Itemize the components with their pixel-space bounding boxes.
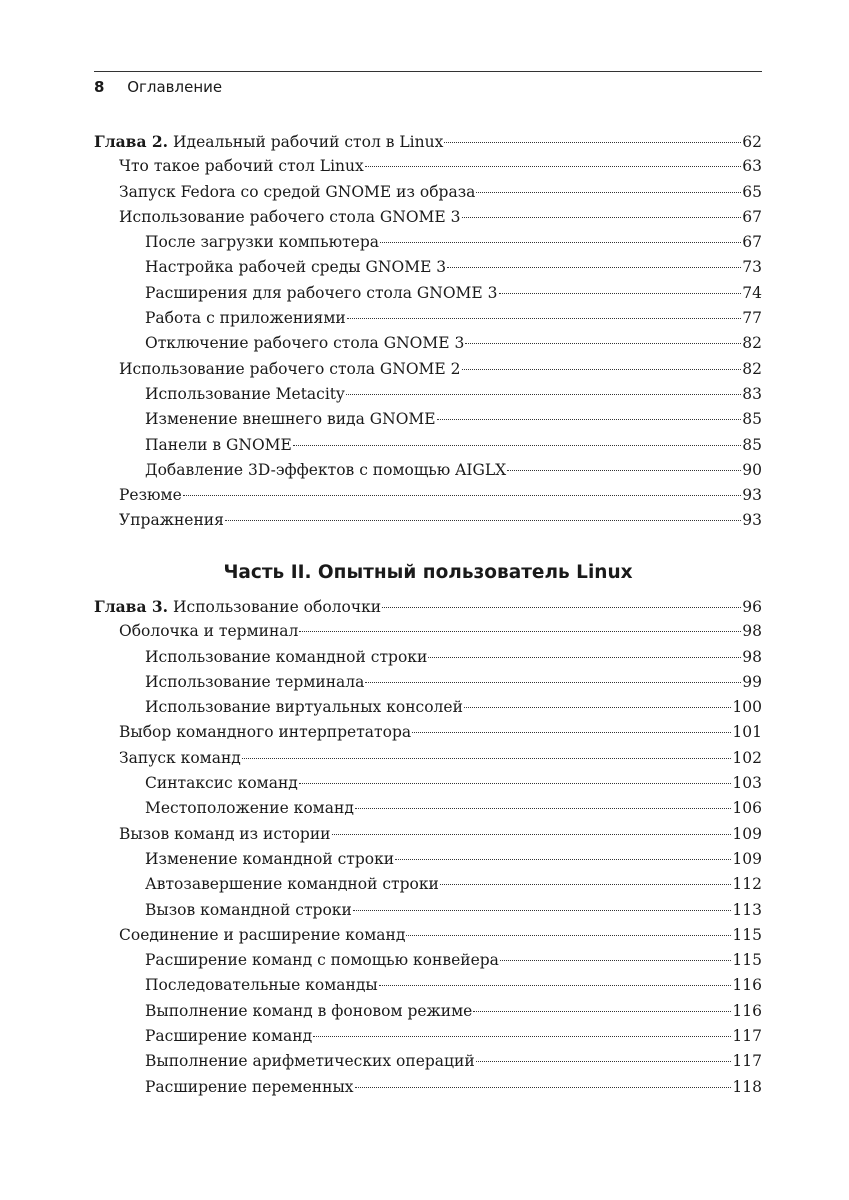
toc-entry-page: 67 [742, 233, 762, 252]
dot-leader [499, 293, 742, 294]
toc-entry[interactable] [94, 255, 762, 280]
dot-leader [507, 470, 741, 471]
toc-entry[interactable] [94, 619, 762, 644]
toc-entry-page: 73 [742, 258, 762, 277]
toc-entry-title [145, 433, 292, 458]
toc-entry[interactable] [94, 1049, 762, 1074]
dot-leader [355, 1087, 732, 1088]
toc-entry-title [119, 483, 182, 508]
toc-entry-title [94, 594, 381, 620]
toc-entry[interactable] [94, 973, 762, 998]
entry-title-text: Выполнение арифметических операций [145, 1052, 475, 1071]
header-rule [94, 71, 762, 72]
toc-entry[interactable] [94, 230, 762, 255]
entry-title-text: Местоположение команд [145, 799, 354, 818]
toc-entry[interactable] [94, 205, 762, 230]
dot-leader [355, 808, 732, 809]
dot-leader [473, 1011, 731, 1012]
toc-entry-title [145, 458, 506, 483]
toc-entry[interactable] [94, 1075, 762, 1100]
entry-title-text: Последовательные команды [145, 976, 378, 995]
toc-entry-title [145, 695, 463, 720]
toc-entry[interactable] [94, 898, 762, 923]
entry-title-text: После загрузки компьютера [145, 233, 379, 252]
toc-entry[interactable] [94, 670, 762, 695]
toc-entry-title [145, 1075, 354, 1100]
toc-entry-page: 62 [742, 133, 762, 151]
toc-entry-title [119, 357, 461, 382]
dot-leader [462, 369, 742, 370]
toc-entry[interactable] [94, 594, 762, 619]
part-heading: Часть II. Опытный пользователь Linux [223, 562, 633, 583]
toc-entry-page: 82 [742, 334, 762, 353]
toc-entry[interactable] [94, 720, 762, 745]
dot-leader [464, 707, 731, 708]
toc-entry[interactable] [94, 645, 762, 670]
toc-entry-page: 67 [742, 207, 762, 226]
toc-entry-title [145, 999, 472, 1024]
entry-title-text: Добавление 3D-эффектов с помощью AIGLX [145, 460, 507, 479]
entry-title-text: Автозавершение командной строки [145, 875, 439, 894]
toc-entry-page: 74 [742, 283, 762, 302]
toc-entry-page: 102 [732, 748, 762, 767]
toc-entry[interactable] [94, 822, 762, 847]
dot-leader [346, 394, 741, 395]
toc-entry-title [145, 331, 464, 356]
toc-entry-page: 116 [732, 976, 762, 995]
toc-entry-title [119, 154, 364, 179]
entry-title-text: Работа с приложениями [145, 309, 346, 328]
page-number: 8 [94, 78, 105, 96]
entry-title-text: Изменение командной строки [145, 849, 395, 868]
toc-entry-title [145, 796, 354, 821]
entry-title-text: Расширение команд [145, 1027, 313, 1046]
toc-entry-page: 106 [732, 799, 762, 818]
toc-entry-page: 85 [742, 410, 762, 429]
entry-title-text: Использование виртуальных консолей [145, 698, 463, 717]
dot-leader [313, 1036, 731, 1037]
toc-entry[interactable] [94, 281, 762, 306]
toc-entry[interactable] [94, 999, 762, 1024]
toc-entry[interactable] [94, 407, 762, 432]
toc-entry-page: 117 [732, 1027, 762, 1046]
toc-entry-title [119, 619, 298, 644]
toc-entry-title [145, 771, 298, 796]
dot-leader [347, 318, 742, 319]
entry-title-text: Что такое рабочий стол Linux [119, 157, 364, 176]
dot-leader [332, 834, 732, 835]
toc-entry[interactable] [94, 154, 762, 179]
entry-title-text: Использование рабочего стола GNOME 3 [119, 207, 461, 226]
toc-entry[interactable] [94, 508, 762, 533]
entry-title-text: Синтаксис команд [145, 774, 298, 793]
dot-leader [379, 985, 732, 986]
toc-entry[interactable] [94, 433, 762, 458]
dot-leader [242, 758, 732, 759]
toc-entry-title [145, 898, 352, 923]
toc-entry-page: 77 [742, 309, 762, 328]
entry-title-text: Использование оболочки [173, 598, 382, 616]
toc-entry-page: 109 [732, 824, 762, 843]
toc-entry-title [119, 822, 331, 847]
toc-entry[interactable] [94, 458, 762, 483]
entry-title-text: Расширение команд с помощью конвейера [145, 951, 499, 970]
dot-leader [462, 217, 742, 218]
dot-leader [476, 192, 741, 193]
toc-entry[interactable] [94, 483, 762, 508]
toc-entry-page: 118 [732, 1077, 762, 1096]
toc-entry-page: 116 [732, 1001, 762, 1020]
dot-leader [382, 607, 741, 608]
dot-leader [440, 884, 732, 885]
toc-entry-page: 112 [732, 875, 762, 894]
toc-entry-page: 93 [742, 511, 762, 530]
toc-entry[interactable] [94, 306, 762, 331]
dot-leader [447, 267, 741, 268]
toc-entry-page: 99 [742, 672, 762, 691]
dot-leader [406, 935, 731, 936]
toc-entry-page: 115 [732, 925, 762, 944]
toc-entry-page: 83 [742, 384, 762, 403]
entry-title-text: Соединение и расширение команд [119, 925, 406, 944]
toc-section-chapter-2 [94, 129, 762, 534]
toc-entry[interactable] [94, 357, 762, 382]
toc-entry-page: 98 [742, 647, 762, 666]
entry-title-text: Изменение внешнего вида GNOME [145, 410, 436, 429]
dot-leader [412, 732, 731, 733]
toc-entry-page: 93 [742, 486, 762, 505]
entry-title-text: Использование терминала [145, 672, 365, 691]
toc-entry[interactable] [94, 796, 762, 821]
dot-leader [395, 859, 731, 860]
toc-entry-title [119, 923, 405, 948]
dot-leader [476, 1061, 732, 1062]
toc-entry[interactable] [94, 872, 762, 897]
toc-entry-title [145, 872, 439, 897]
dot-leader [225, 520, 741, 521]
toc-entry-page: 65 [742, 182, 762, 201]
dot-leader [465, 343, 741, 344]
dot-leader [299, 631, 741, 632]
dot-leader [293, 445, 741, 446]
toc-entry[interactable] [94, 180, 762, 205]
toc-entry-page: 82 [742, 359, 762, 378]
toc-entry-title [145, 645, 427, 670]
toc-entry[interactable] [94, 331, 762, 356]
chapter-label: Глава 2. [94, 132, 169, 151]
entry-title-text: Запуск Fedora со средой GNOME из образа [119, 182, 476, 201]
toc-entry-page: 96 [742, 598, 762, 616]
toc-entry-title [119, 508, 224, 533]
entry-title-text: Расширение переменных [145, 1077, 354, 1096]
entry-title-text: Запуск команд [119, 748, 241, 767]
toc-entry-title [145, 847, 394, 872]
chapter-label: Глава 3. [94, 597, 169, 616]
dot-leader [365, 166, 742, 167]
toc-entry-page: 90 [742, 460, 762, 479]
toc-entry-page: 113 [732, 900, 762, 919]
entry-title-text: Отключение рабочего стола GNOME 3 [145, 334, 465, 353]
toc-entry-title [145, 948, 499, 973]
dot-leader [380, 242, 741, 243]
toc-entry-page: 115 [732, 951, 762, 970]
toc-entry-title [145, 306, 346, 331]
toc-entry-title [119, 746, 241, 771]
dot-leader [428, 657, 741, 658]
entry-title-text: Выполнение команд в фоновом режиме [145, 1001, 473, 1020]
toc-entry-title [145, 670, 364, 695]
toc-entry[interactable] [94, 923, 762, 948]
toc-entry-title [119, 180, 475, 205]
toc-entry[interactable] [94, 695, 762, 720]
entry-title-text: Резюме [119, 486, 182, 505]
toc-entry-page: 117 [732, 1052, 762, 1071]
toc-entry-title [145, 973, 378, 998]
dot-leader [353, 910, 732, 911]
toc-entry-page: 101 [732, 723, 762, 742]
toc-entry-title [145, 255, 446, 280]
toc-entry-title [94, 129, 443, 155]
toc-entry-title [145, 281, 498, 306]
entry-title-text: Использование Metacity [145, 384, 345, 403]
dot-leader [500, 960, 731, 961]
toc-entry-title [119, 720, 411, 745]
entry-title-text: Упражнения [119, 511, 224, 530]
toc-entry-title [119, 205, 461, 230]
running-header [94, 78, 762, 98]
toc-entry-title [145, 407, 436, 432]
toc-entry-page: 98 [742, 622, 762, 641]
dot-leader [183, 495, 741, 496]
toc-entry[interactable] [94, 129, 762, 154]
toc-entry-title [145, 382, 345, 407]
toc-entry[interactable] [94, 847, 762, 872]
entry-title-text: Вызов команд из истории [119, 824, 331, 843]
entry-title-text: Выбор командного интерпретатора [119, 723, 412, 742]
toc-entry-page: 100 [732, 698, 762, 717]
toc-entry-page: 103 [732, 774, 762, 793]
toc-entry[interactable] [94, 746, 762, 771]
toc-entry-page: 85 [742, 435, 762, 454]
toc-entry-page: 63 [742, 157, 762, 176]
entry-title-text: Использование рабочего стола GNOME 2 [119, 359, 461, 378]
toc-entry[interactable] [94, 948, 762, 973]
dot-leader [437, 419, 742, 420]
dot-leader [299, 783, 732, 784]
toc-entry-title [145, 1024, 312, 1049]
entry-title-text: Оболочка и терминал [119, 622, 299, 641]
toc-entry-title [145, 1049, 475, 1074]
dot-leader [444, 142, 741, 143]
toc-section-chapter-3 [94, 594, 762, 1100]
toc-entry-title [145, 230, 379, 255]
entry-title-text: Расширения для рабочего стола GNOME 3 [145, 283, 498, 302]
dot-leader [365, 682, 741, 683]
toc-entry-page: 109 [732, 849, 762, 868]
toc-entry[interactable] [94, 771, 762, 796]
entry-title-text: Идеальный рабочий стол в Linux [173, 133, 444, 151]
toc-entry[interactable] [94, 382, 762, 407]
toc-entry[interactable] [94, 1024, 762, 1049]
entry-title-text: Вызов командной строки [145, 900, 352, 919]
entry-title-text: Панели в GNOME [145, 435, 292, 454]
entry-title-text: Настройка рабочей среды GNOME 3 [145, 258, 447, 277]
entry-title-text: Использование командной строки [145, 647, 428, 666]
running-title: Оглавление [127, 78, 223, 96]
